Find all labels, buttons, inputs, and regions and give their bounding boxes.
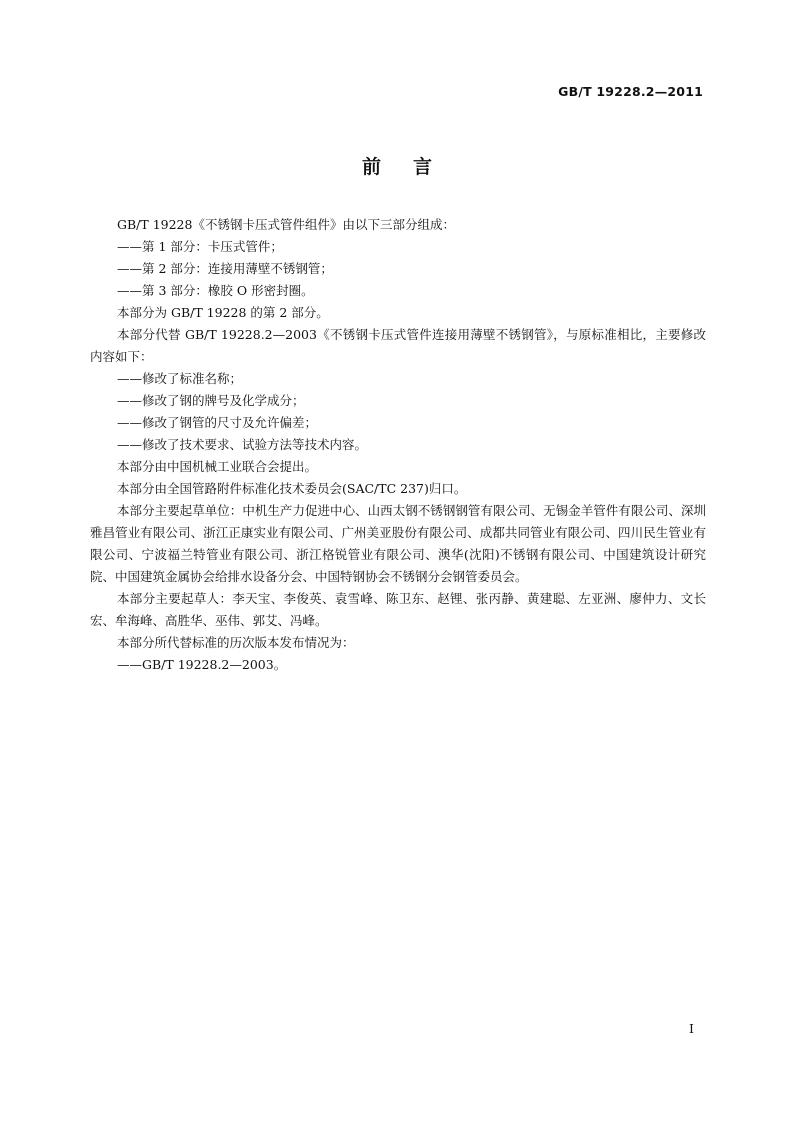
paragraph-proposed-by: 本部分由中国机械工业联合会提出。 [117,459,318,474]
list-item-change-1: ——修改了标准名称； [117,371,243,386]
document-body [90,214,706,676]
list-item-part-3: ——第 3 部分：橡胶 O 形密封圈。 [117,283,314,298]
list-item-change-3: ——修改了钢管的尺寸及允许偏差； [117,415,318,430]
paragraph-this-part: 本部分为 GB/T 19228 的第 2 部分。 [117,305,329,320]
list-item-part-2: ——第 2 部分：连接用薄壁不锈钢管； [117,261,333,276]
list-item-history-1: ——GB/T 19228.2—2003。 [117,657,287,672]
list-item-change-2: ——修改了钢的牌号及化学成分； [117,393,305,408]
paragraph-replaces: 本部分代替 GB/T 19228.2—2003《不锈钢卡压式管件连接用薄壁不锈钢管》，与原标准相比，主要修改内容如下： [90,327,706,364]
standard-code: GB/T 19228.2—2011 [558,84,703,99]
paragraph-drafters: 本部分主要起草人：李天宝、李俊英、袁雪峰、陈卫东、赵锂、张丙静、黄建聪、左亚洲、廖仲力、文长宏、牟海峰、高胜华、巫伟、郭艾、冯峰。 [90,591,706,628]
paragraph-drafting-units: 本部分主要起草单位：中机生产力促进中心、山西太钢不锈钢钢管有限公司、无锡金羊管件有限公司、深圳雅昌管业有限公司、浙江正康实业有限公司、广州美亚股份有限公司、成都共同管业有限公司、四川民生管业有限公司、宁波福兰特管业有限公司、浙江格锐管业有限公司、澳华(沈阳)不锈钢有限公司、中国建筑设计研究院、中国建筑金属协会给排水设备分会、中国特钢协会不锈钢分会钢管委员会。 [90,503,706,584]
list-item-change-4: ——修改了技术要求、试验方法等技术内容。 [117,437,368,452]
paragraph-centralized-by: 本部分由全国管路附件标准化技术委员会(SAC/TC 237)归口。 [117,481,467,496]
page-title: 前言 [361,156,464,178]
list-item-part-1: ——第 1 部分：卡压式管件； [117,239,283,254]
paragraph-history: 本部分所代替标准的历次版本发布情况为： [117,635,355,650]
page-number: I [689,1021,694,1036]
paragraph-intro: GB/T 19228《不锈钢卡压式管件组件》由以下三部分组成： [117,217,455,232]
